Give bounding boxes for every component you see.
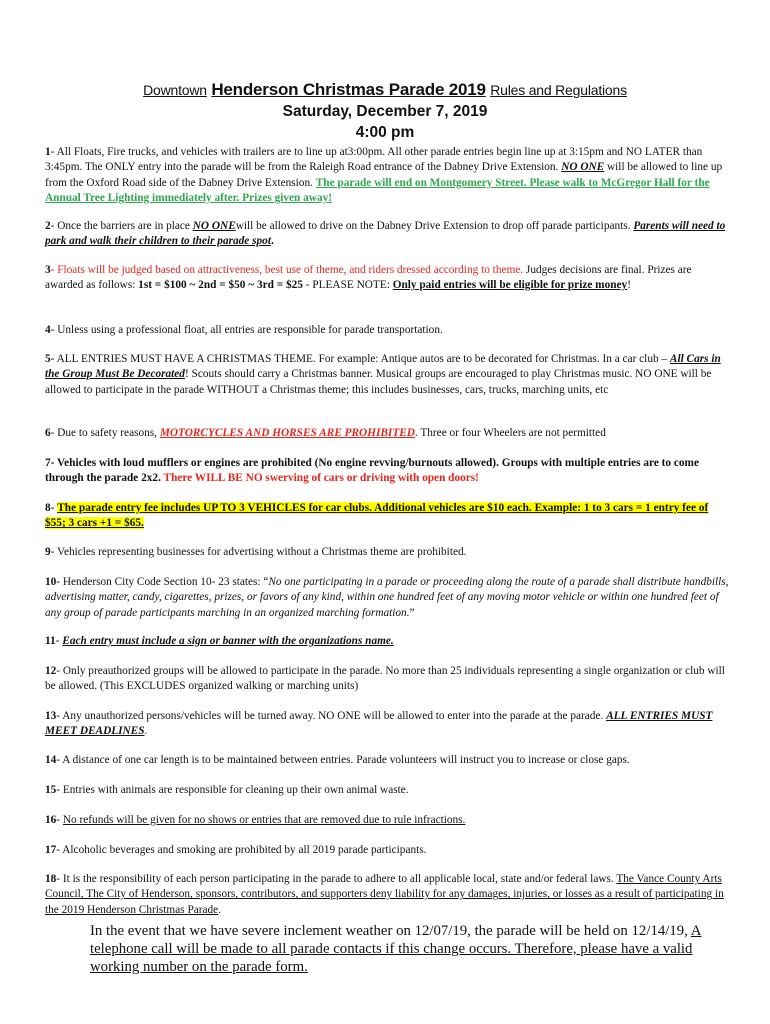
rule-text: .	[144, 725, 148, 738]
rule-number: 7	[45, 457, 51, 469]
rule-number: 14	[45, 754, 57, 766]
rule-text: - Once the barriers are in place	[50, 220, 193, 232]
rule-green-notice: The parade will end on Montgomery Street. Please walk to McGregor Hall for the Annual Tree Lighting immediately after. Prizes given away!	[45, 176, 710, 204]
rule-number: 11	[45, 635, 56, 647]
rule-16	[45, 813, 730, 828]
rule-text: will be allowed to line up from the Oxford Road side of the Dabney Drive Extension.	[45, 161, 723, 189]
rule-text: - Entries with animals are responsible for cleaning up their own animal waste.	[56, 784, 409, 796]
title-prefix: Downtown	[143, 82, 207, 98]
rule-emphasis: ALL ENTRIES MUST MEET DEADLINES	[45, 710, 713, 738]
rule-2	[45, 219, 730, 250]
rule-number: 5	[45, 353, 51, 365]
rule-18	[45, 872, 730, 918]
rule-text: -	[56, 814, 63, 826]
rule-7	[45, 456, 730, 487]
rule-text: ”	[409, 606, 415, 619]
rule-number: 1	[45, 146, 51, 158]
parade-date: Saturday, December 7, 2019	[282, 103, 488, 120]
rule-text: .	[270, 235, 274, 248]
rule-text: . Three or four Wheelers are not permitted	[414, 427, 606, 439]
rule-text: -	[55, 635, 63, 647]
rule-9	[45, 545, 730, 560]
liability-disclaimer: The Vance County Arts Council, The City of Henderson, sponsors, contributors, and supporters deny liability for any damages, injuries, or losses as a result of participating in the 2019 Henderson Christmas Parade	[45, 873, 724, 916]
weather-notice	[90, 922, 730, 976]
rule-emphasis: NO ONE	[192, 220, 236, 232]
rule-emphasis: Each entry must include a sign or banner with the organizations name.	[62, 635, 394, 647]
rule-number: 17	[45, 844, 57, 856]
rule-red-text: There WILL BE NO swerving of cars or driving with open doors!	[163, 472, 479, 485]
rule-highlighted-text: The parade entry fee includes UP TO 3 VEHICLES for car clubs. Additional vehicles are $10 each. Example: 1 to 3 cars = 1 entry fee of $55; 3 cars +1 = $65.	[45, 502, 709, 530]
city-code-quote: No one participating in a parade or proceeding along the route of a parade shall distribute handbills, advertising matter, candy, cigarettes, prizes, or favors of any kind, within one hundred feet of any moving motor vehicle or within one hundred feet of any group of parade participants marching in an organized marching formation.	[45, 576, 729, 619]
rule-number: 4	[45, 324, 51, 336]
title-suffix: Rules and Regulations	[490, 82, 627, 98]
rule-number: 13	[45, 710, 57, 722]
rule-14	[45, 753, 730, 768]
rule-11	[45, 634, 730, 649]
rule-1	[45, 145, 730, 206]
rule-text: .	[218, 903, 222, 916]
rule-emphasis: Parents will need to park and walk their children to their parade spot	[45, 220, 726, 248]
rule-number: 16	[45, 814, 57, 826]
rule-text: - Vehicles with loud mufflers or engines are prohibited (No engine revving/burnouts allowed). Groups with multiple entries are to come through the parade 2x2.	[45, 457, 699, 485]
rule-text: !	[627, 279, 631, 292]
weather-notice-text: In the event that we have severe inclement weather on 12/07/19, the parade will be held on 12/14/19,	[90, 923, 691, 939]
rule-text: Judges decisions are final. Prizes are awarded as follows:	[45, 264, 692, 292]
weather-notice-underlined: A telephone call will be made to all parade contacts if this change occurs. Therefore, please have a valid working number on the parade form.	[90, 923, 702, 975]
rule-6	[45, 426, 730, 441]
rule-text: - Alcoholic beverages and smoking are prohibited by all 2019 parade participants.	[56, 844, 427, 856]
rule-number: 12	[45, 665, 57, 677]
rule-red-text: - Floats will be judged based on attractiveness, best use of theme, and riders dressed according to theme.	[50, 264, 524, 276]
rule-underlined-text: No refunds will be given for no shows or entries that are removed due to rule infractions.	[62, 814, 466, 826]
rule-text: - All Floats, Fire trucks, and vehicles with trailers are to line up at3:00pm. All other parade entries begin line up at 3:15pm and NO LATER than 3:45pm. The ONLY entry into the parade will be from the Raleigh Road entrance of the Dabney Drive Extension.	[45, 146, 703, 174]
rule-text: - Any unauthorized persons/vehicles will be turned away. NO ONE will be allowed to enter into the parade at the parade.	[56, 710, 607, 722]
rule-number: 2	[45, 220, 51, 232]
rule-text: - Vehicles representing businesses for advertising without a Christmas theme are prohibited.	[50, 546, 467, 558]
rule-13	[45, 709, 730, 740]
rule-text: - Only preauthorized groups will be allowed to participate in the parade. No more than 25 individuals representing a single organization or club will be allowed. (This EXCLUDES organized walking or marching units)	[45, 665, 725, 693]
rule-number: 10	[45, 576, 57, 588]
rule-5	[45, 352, 730, 398]
rule-number: 18	[45, 873, 57, 885]
rule-number: 9	[45, 546, 51, 558]
rule-text: -	[50, 502, 58, 514]
rule-emphasis: NO ONE	[561, 161, 605, 174]
rule-emphasis: Only paid entries will be eligible for prize money	[392, 279, 628, 292]
parade-time: 4:00 pm	[355, 124, 415, 141]
rule-text: - ALL ENTRIES MUST HAVE A CHRISTMAS THEME. For example: Antique autos are to be decorated for Christmas. In a car club –	[50, 353, 670, 365]
rule-12	[45, 664, 730, 695]
rule-text: ! Scouts should carry a Christmas banner. Musical groups are encouraged to play Christmas music. NO ONE will be allowed to participate in the parade WITHOUT a Christmas theme; this includes businesses, cars, trucks, marching units, etc	[45, 368, 712, 396]
rule-3	[45, 263, 730, 294]
rule-17	[45, 843, 730, 858]
rule-number: 3	[45, 264, 51, 276]
rule-number: 6	[45, 427, 51, 439]
rule-8	[45, 501, 730, 532]
title-main: Henderson Christmas Parade 2019	[211, 80, 486, 99]
rule-text: - Unless using a professional float, all entries are responsible for parade transportation.	[50, 324, 443, 336]
rule-red-emphasis: MOTORCYCLES AND HORSES ARE PROHIBITED	[159, 427, 415, 439]
rule-text: - Henderson City Code Section 10- 23 states: “	[56, 576, 269, 588]
rule-text: - A distance of one car length is to be maintained between entries. Parade volunteers will instruct you to increase or close gaps.	[56, 754, 630, 766]
rule-number: 8	[45, 502, 51, 514]
rule-15	[45, 783, 730, 798]
rule-emphasis: All Cars in the Group Must Be Decorated	[45, 353, 721, 381]
rule-4	[45, 323, 730, 338]
rule-text: - Due to safety reasons,	[50, 427, 160, 439]
document-title	[0, 80, 770, 100]
prize-amounts: 1st = $100 ~ 2nd = $50 ~ 3rd = $25	[138, 279, 303, 292]
rule-text: will be allowed to drive on the Dabney Drive Extension to drop off parade participants.	[235, 220, 634, 232]
rule-text: - PLEASE NOTE:	[302, 279, 393, 292]
rule-text: - It is the responsibility of each person participating in the parade to adhere to all applicable local, state and/or federal laws.	[56, 873, 617, 885]
rule-10	[45, 575, 730, 621]
rule-number: 15	[45, 784, 57, 796]
